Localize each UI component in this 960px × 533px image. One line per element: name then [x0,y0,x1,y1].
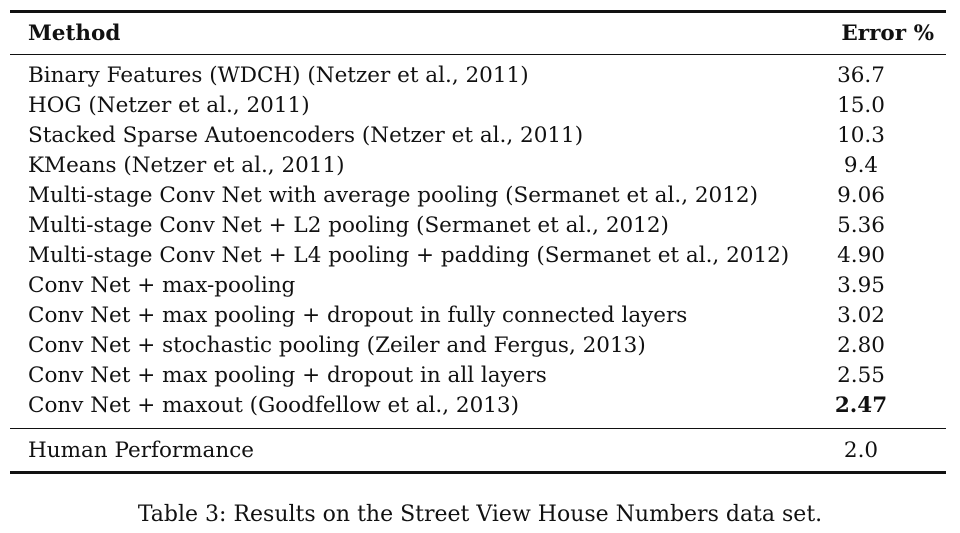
best-error-cell: 2.47 [834,393,888,418]
table-row [28,151,934,181]
method-cell: Binary Features (WDCH) (Netzer et al., 2011) [28,63,529,88]
method-cell: Multi-stage Conv Net + L4 pooling + padding (Sermanet et al., 2012) [28,243,790,268]
table-row [28,91,934,121]
error-cell: 4.90 [837,243,885,268]
method-cell: Conv Net + stochastic pooling (Zeiler and Fergus, 2013) [28,333,646,358]
method-cell: Multi-stage Conv Net + L2 pooling (Sermanet et al., 2012) [28,213,669,238]
error-cell: 10.3 [837,123,885,148]
header-rule [10,54,946,55]
table-row [28,61,934,91]
method-cell: Conv Net + max pooling + dropout in fully connected layers [28,303,688,328]
error-cell: 2.80 [837,333,885,358]
table-row [28,181,934,211]
error-cell: 15.0 [837,93,885,118]
method-cell: Conv Net + max pooling + dropout in all layers [28,363,547,388]
table-row [28,391,934,421]
method-column-header: Method [28,21,121,46]
table-row [28,301,934,331]
error-cell: 3.95 [837,273,885,298]
table-row [28,211,934,241]
section-rule [10,428,946,429]
error-cell: 9.4 [843,153,879,178]
method-cell: KMeans (Netzer et al., 2011) [28,153,345,178]
table-caption: Table 3: Results on the Street View House Numbers data set. [137,502,823,527]
method-cell: Human Performance [28,438,254,463]
error-cell: 2.55 [837,363,885,388]
method-cell: Conv Net + max-pooling [28,273,296,298]
method-cell: Multi-stage Conv Net with average pooling (Sermanet et al., 2012) [28,183,758,208]
error-cell: 2.0 [843,438,879,463]
method-cell: Stacked Sparse Autoencoders (Netzer et al., 2011) [28,123,584,148]
method-cell: Conv Net + maxout (Goodfellow et al., 2013) [28,393,520,418]
error-cell: 3.02 [837,303,885,328]
top-rule [10,10,946,13]
table-row [28,121,934,151]
table-row [28,271,934,301]
table-row [28,331,934,361]
table-header [28,19,934,49]
table-row [28,241,934,271]
error-cell: 9.06 [837,183,885,208]
table-row [28,361,934,391]
bottom-rule [10,471,946,474]
error-cell: 36.7 [837,63,885,88]
method-cell: HOG (Netzer et al., 2011) [28,93,310,118]
error-column-header: Error % [841,21,934,46]
human-performance-row [28,436,934,466]
error-cell: 5.36 [837,213,885,238]
